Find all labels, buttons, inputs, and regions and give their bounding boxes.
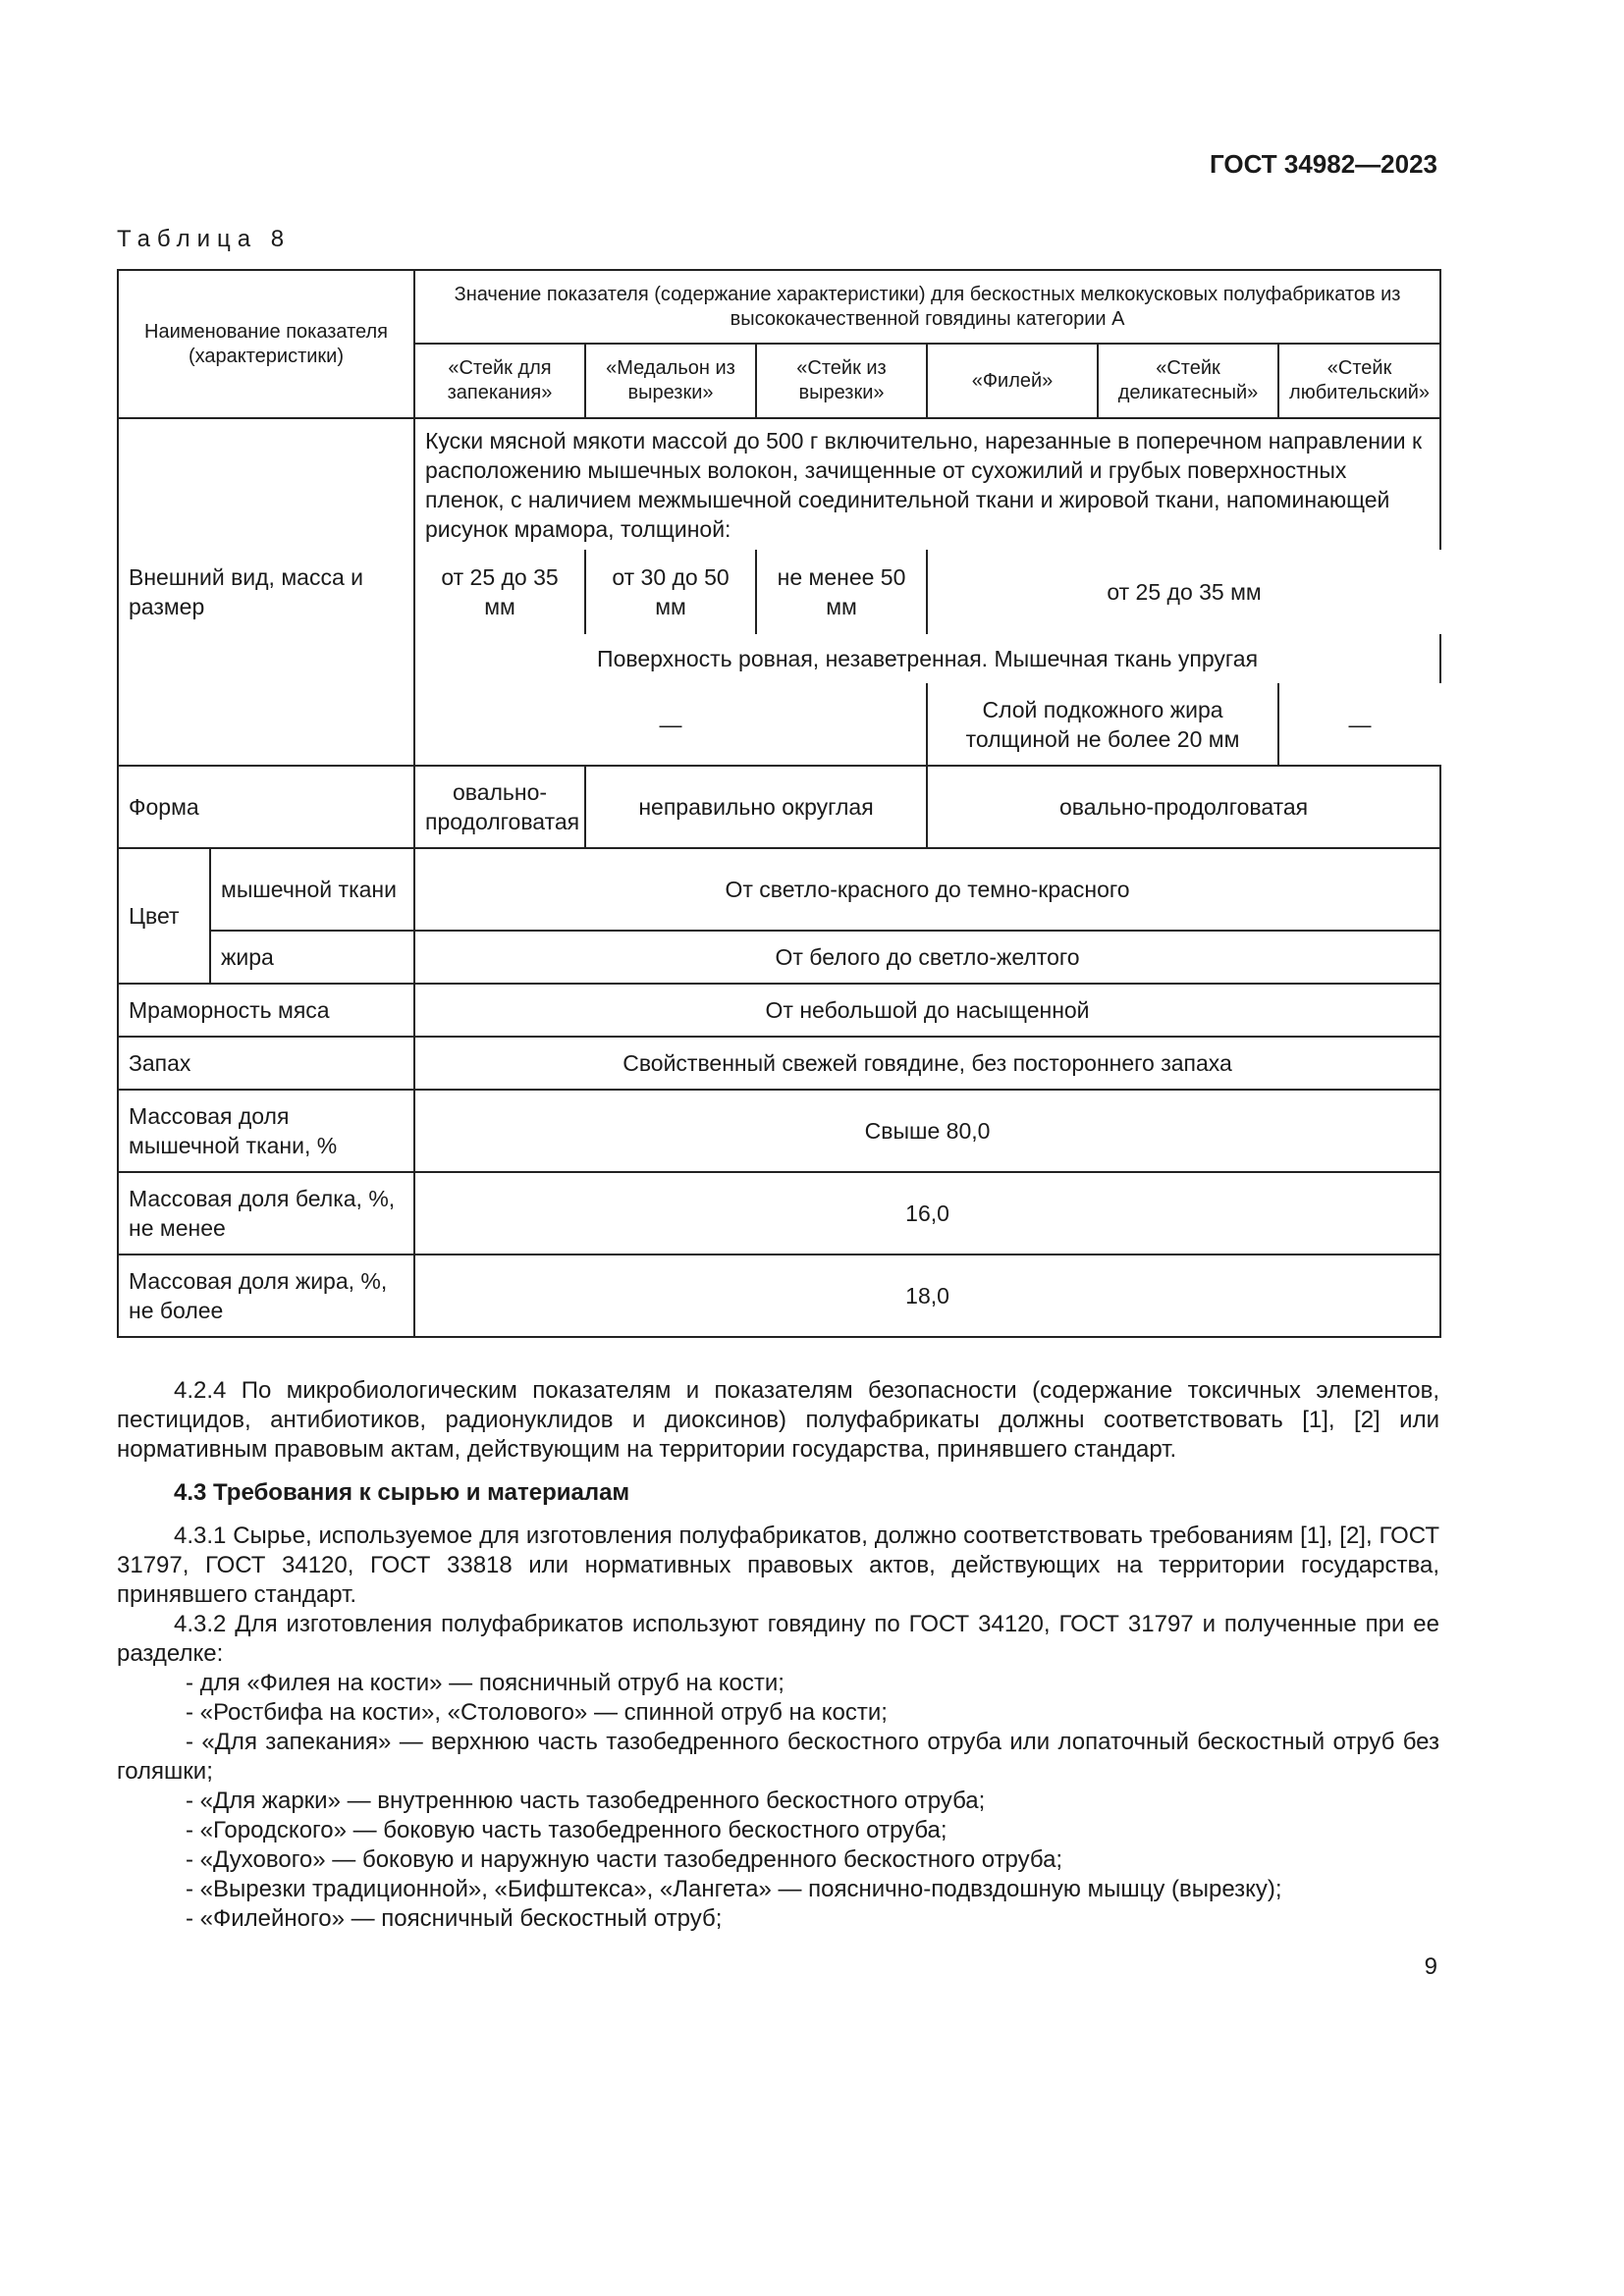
fat-dash-left: — — [414, 683, 927, 766]
shape-value: овально-продолговатая — [414, 766, 585, 848]
marbling-value: От небольшой до насыщенной — [414, 984, 1440, 1037]
list-item: - для «Филея на кости» — поясничный отруб на кости; — [186, 1670, 785, 1696]
smell-label: Запах — [118, 1037, 414, 1090]
paragraph-4-3-2: 4.3.2 Для изготовления полуфабрикатов используют говядину по ГОСТ 34120, ГОСТ 31797 и полученные при ее разделке: — [117, 1611, 1439, 1667]
thickness-value: от 30 до 50 мм — [585, 550, 756, 634]
color-fat-label: жира — [210, 931, 414, 984]
muscle-share-value: Свыше 80,0 — [414, 1090, 1440, 1172]
shape-label: Форма — [118, 766, 414, 848]
shape-value: овально-продолговатая — [927, 766, 1440, 848]
list-item: - «Вырезки традиционной», «Бифштекса», «Лангета» — пояснично-подвздошную мышцу (вырезку); — [186, 1876, 1282, 1902]
section-heading-4-3: 4.3 Требования к сырью и материалам — [174, 1479, 630, 1506]
color-muscle-value: От светло-красного до темно-красного — [414, 848, 1440, 931]
header-product: «Медальон из вырезки» — [585, 344, 756, 418]
thickness-value: от 25 до 35 мм — [927, 550, 1440, 634]
standard-code: ГОСТ 34982—2023 — [1210, 149, 1437, 179]
header-product: «Филей» — [927, 344, 1098, 418]
fat-share-value: 18,0 — [414, 1255, 1440, 1337]
header-product: «Стейк любительский» — [1278, 344, 1440, 418]
list-item: - «Для жарки» — внутреннюю часть тазобедренного бескостного отруба; — [186, 1788, 986, 1814]
body-text — [117, 1376, 1439, 1934]
paragraph-4-3-1: 4.3.1 Сырье, используемое для изготовления полуфабрикатов, должно соответствовать требованиям [1], [2], ГОСТ 31797, ГОСТ 34120, ГОСТ 33818 или нормативных правовых актов, действующих на территории государства, принявшего стандарт. — [117, 1522, 1439, 1608]
color-label: Цвет — [118, 848, 210, 984]
header-product: «Стейк для запекания» — [414, 344, 585, 418]
color-fat-value: От белого до светло-желтого — [414, 931, 1440, 984]
list-item: - «Филейного» — поясничный бескостный отруб; — [186, 1905, 723, 1932]
fat-dash-right: — — [1278, 683, 1440, 766]
shape-value: неправильно округлая — [585, 766, 927, 848]
table-caption: Таблица 8 — [117, 226, 292, 252]
header-value-group: Значение показателя (содержание характеристики) для бескостных мелкокусковых полуфабрикатов из высококачественной говядины категории А — [414, 270, 1440, 344]
list-item-text: - «Для запекания» — верхнюю часть тазобедренного бескостного отруба или лопаточный бескостный отруб без голяшки; — [117, 1729, 1439, 1785]
paragraph-4-2-4: 4.2.4 По микробиологическим показателям и показателям безопасности (содержание токсичных элементов, пестицидов, антибиотиков, радионуклидов и диоксинов) полуфабрикаты должны соответствовать [1], [2] или нормативным правовым актам, действующим на территории государства, принявшего стандарт. — [117, 1377, 1439, 1463]
muscle-share-label: Массовая доля мышечной ткани, % — [118, 1090, 414, 1172]
fat-layer-text: Слой подкожного жира толщиной не более 20 мм — [927, 683, 1278, 766]
protein-share-value: 16,0 — [414, 1172, 1440, 1255]
requirements-table — [117, 269, 1441, 1338]
header-name-cell: Наименование показателя (характеристики) — [118, 270, 414, 418]
fat-share-label: Массовая доля жира, %, не более — [118, 1255, 414, 1337]
list-item: - «Городского» — боковую часть тазобедренного бескостного отруба; — [186, 1817, 947, 1843]
appearance-intro: Куски мясной мякоти массой до 500 г включительно, нарезанные в поперечном направлении к расположению мышечных волокон, зачищенные от сухожилий и грубых поверхностных пленок, с наличием межмышечной соединительной ткани и жировой ткани, напоминающей рисунок мрамора, толщиной: — [414, 418, 1440, 550]
surface-text: Поверхность ровная, незаветренная. Мышечная ткань упругая — [414, 634, 1440, 683]
thickness-value: от 25 до 35 мм — [414, 550, 585, 634]
header-product: «Стейк деликатесный» — [1098, 344, 1278, 418]
thickness-value: не менее 50 мм — [756, 550, 927, 634]
color-muscle-label: мышечной ткани — [210, 848, 414, 931]
list-item — [117, 1728, 1439, 1787]
list-item: - «Ростбифа на кости», «Столового» — спинной отруб на кости; — [186, 1699, 888, 1726]
list-item: - «Духового» — боковую и наружную части тазобедренного бескостного отруба; — [186, 1846, 1063, 1873]
marbling-label: Мраморность мяса — [118, 984, 414, 1037]
page-number: 9 — [1424, 1953, 1437, 1980]
header-product: «Стейк из вырезки» — [756, 344, 927, 418]
appearance-label: Внешний вид, масса и размер — [118, 418, 414, 766]
protein-share-label: Массовая доля белка, %, не менее — [118, 1172, 414, 1255]
smell-value: Свойственный свежей говядине, без постороннего запаха — [414, 1037, 1440, 1090]
